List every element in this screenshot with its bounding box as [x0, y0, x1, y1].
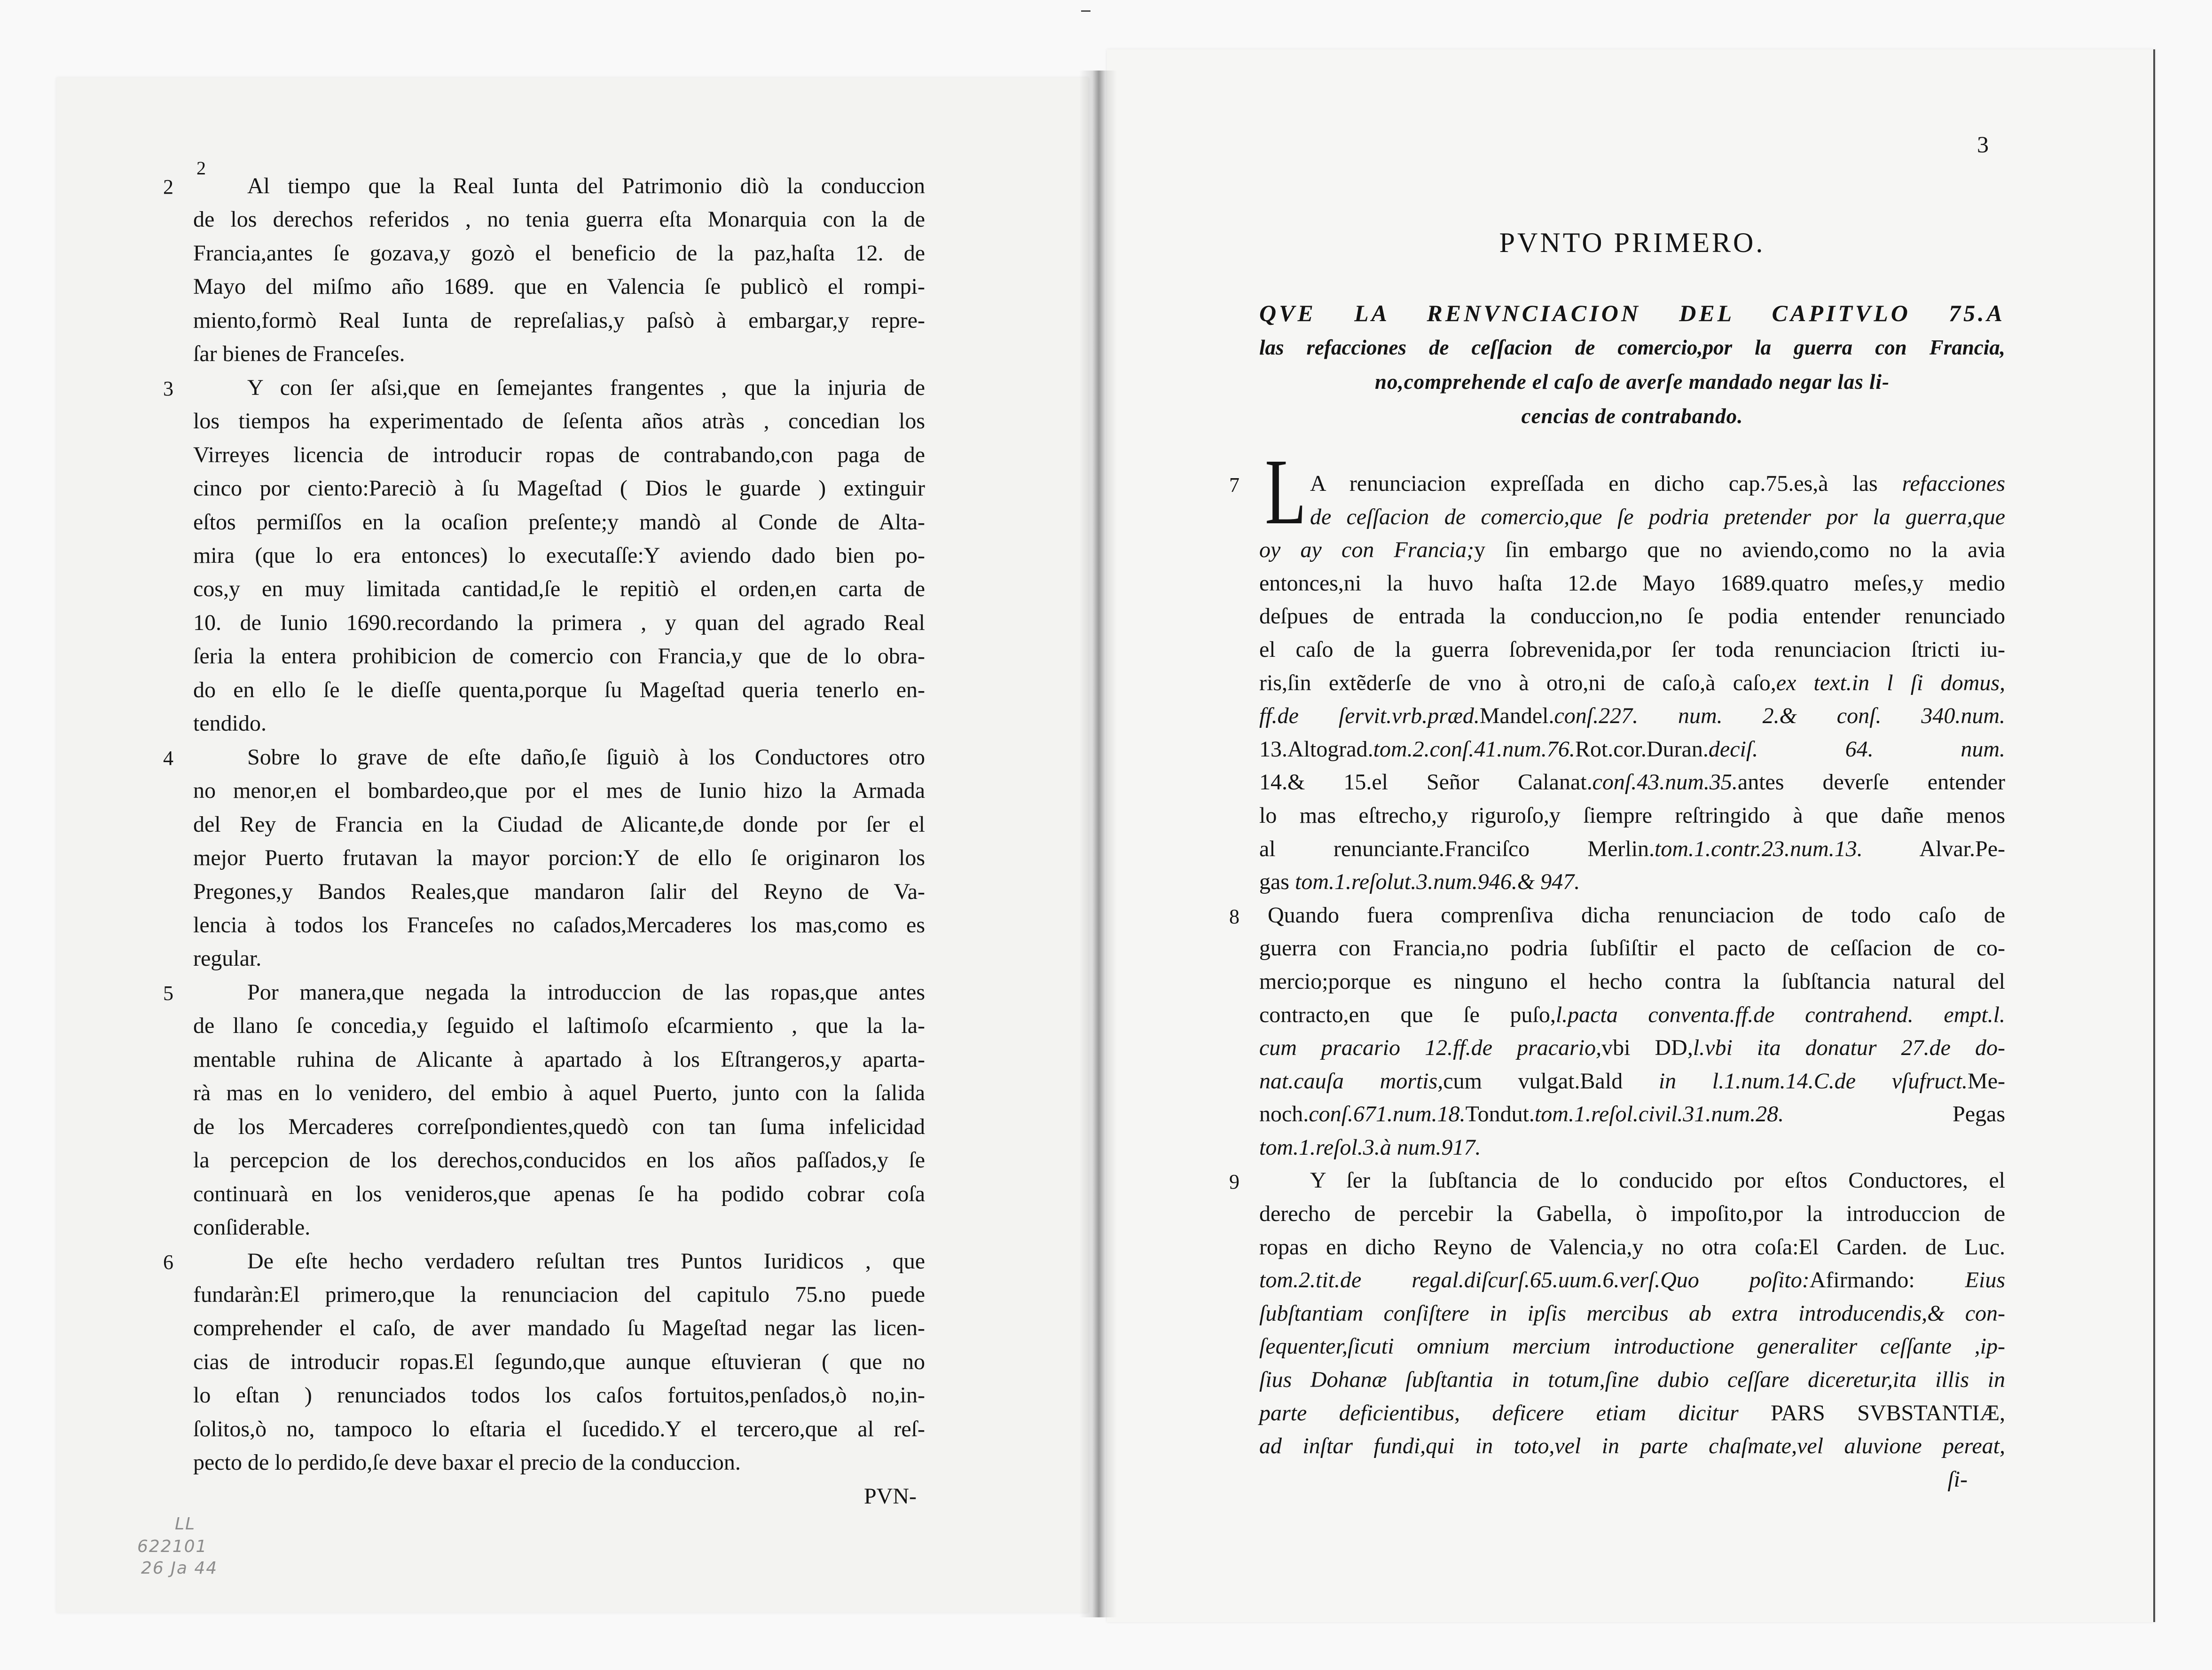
- margin-number: 4: [163, 746, 173, 770]
- text-line: deſpues de entrada la conduccion,no ſe podia entender renunciado: [1259, 604, 2005, 629]
- italic-citation: oy ay con Francia;: [1259, 537, 1475, 563]
- text-line: [1259, 1264, 2005, 1297]
- margin-number: 9: [1229, 1170, 1239, 1194]
- text-line: de los derechos referidos , no tenia guerra eſta Monarquia con la de: [193, 207, 925, 232]
- paragraph-6: [163, 1245, 925, 1480]
- text-line: Quando fuera comprenſiva dicha renunciacion de todo caſo de: [1268, 902, 2005, 928]
- italic-citation: nat.cauſa mortis,: [1259, 1068, 1443, 1094]
- text-segment: Alvar.Pe-: [1862, 836, 2006, 861]
- italic-citation: parte deficientibus, deficere etiam dicitur: [1259, 1400, 1771, 1426]
- text-line: [1259, 1397, 2005, 1430]
- text-segment: Pegas: [1784, 1102, 2005, 1127]
- italic-citation: ex text.in l ſi domus,: [1776, 670, 2005, 695]
- text-line: cias de introducir ropas.El ſegundo,que aunque eſtuvieran ( que no: [193, 1349, 925, 1374]
- book-gutter: [1079, 71, 1117, 1617]
- library-mark-line: LL: [175, 1514, 196, 1534]
- right-page-number: 3: [1977, 131, 1989, 158]
- italic-citation: l.pacta conventa.ff.de contrahend. empt.l.: [1555, 1002, 2005, 1027]
- text-segment: 13.Altograd.: [1259, 736, 1373, 762]
- text-line: [1259, 1330, 2005, 1363]
- text-segment: Afirmando:: [1809, 1268, 1965, 1293]
- text-line: tendido.: [193, 711, 267, 736]
- text-line: [1259, 700, 2005, 733]
- text-segment: contracto,en que ſe puſo,: [1259, 1002, 1556, 1027]
- text-segment: 14.& 15.el Señor Calanat.: [1259, 770, 1592, 795]
- text-line: ſolitos,ò no, tampoco lo eſtaria el ſucedido.Y el tercero,que al reſ-: [193, 1416, 925, 1442]
- text-line: Al tiempo que la Real Iunta del Patrimonio diò la conduccion: [247, 173, 925, 198]
- italic-citation: ſequenter,ſicuti omnium mercium introductione generaliter ceſſante ,ip-: [1259, 1334, 2005, 1359]
- paragraph-2: [163, 169, 925, 371]
- text-line: [1259, 866, 2005, 899]
- text-line: derecho de percebir la Gabella, ò impoſito,por la introduccion de: [1259, 1201, 2005, 1227]
- italic-citation: Eius: [1965, 1268, 2005, 1293]
- text-segment: Rot.cor.Duran.: [1575, 736, 1709, 762]
- margin-number: 6: [163, 1250, 173, 1274]
- italic-citation: conſ.227. num. 2.& conſ. 340.num.: [1554, 703, 2006, 729]
- text-line: Pregones,y Bandos Reales,que mandaron ſalir del Reyno de Va-: [193, 879, 925, 904]
- margin-number: 8: [1229, 905, 1239, 928]
- text-line: [1259, 1430, 2005, 1463]
- italic-citation: tom.2.conſ.41.num.76.: [1373, 736, 1575, 762]
- text-line: rà mas en lo venidero, del embio à aquel Puerto, junto con la ſalida: [193, 1080, 925, 1106]
- text-segment: Tondut.: [1465, 1102, 1535, 1127]
- text-line: guerra con Francia,no podria ſubſiſtir el pacto de ceſſacion de co-: [1259, 936, 2005, 961]
- text-line: [1259, 1363, 2005, 1397]
- paragraph-lines: [1259, 899, 2005, 1165]
- subheading-line: QVE LA RENVNCIACION DEL CAPITVLO 75.A: [1259, 300, 2005, 326]
- text-segment: noch.: [1259, 1102, 1309, 1127]
- subheading-line: las refacciones de ceſſacion de comercio,por la guerra con Francia,: [1259, 336, 2005, 359]
- paragraph-lines: [193, 976, 925, 1245]
- italic-citation: conſ.43.num.35.: [1592, 770, 1738, 795]
- drop-cap-initial: L: [1265, 440, 1306, 544]
- text-line: [1259, 833, 2005, 866]
- right-catchword: ſi-: [1947, 1466, 1968, 1492]
- paragraph-lines: [193, 169, 925, 371]
- paragraph-lines: [1259, 1164, 2005, 1463]
- margin-number: 5: [163, 981, 173, 1005]
- text-segment: vbi DD,: [1601, 1035, 1693, 1061]
- text-segment: al renunciante.Franciſco Merlin.: [1259, 836, 1655, 861]
- scan-top-mark: [1081, 10, 1090, 12]
- text-line: la percepcion de los derechos,conducidos en los años paſſados,y ſe: [193, 1148, 925, 1173]
- text-segment: Mandel.: [1479, 703, 1554, 729]
- text-line: [1259, 1131, 2005, 1165]
- italic-citation: tom.1.reſol.3.à num.917.: [1259, 1134, 1481, 1160]
- italic-citation: l.vbi ita donatur 27.de do-: [1693, 1035, 2005, 1061]
- text-line: mejor Puerto frutavan la mayor porcion:Y de ello ſe originaron los: [193, 845, 925, 871]
- italic-citation: tom.1.reſol.civil.31.num.28.: [1534, 1102, 1784, 1127]
- text-line: de los Mercaderes correſpondientes,quedò con tan ſuma infelicidad: [193, 1114, 925, 1139]
- italic-citation: ſubſtantiam conſiſtere in ipſis mercibus ab extra introducendis,& con-: [1259, 1300, 2005, 1326]
- text-line: los tiempos ha experimentado de ſeſenta años atràs , concedian los: [193, 409, 925, 434]
- text-line: pecto de lo perdido,ſe deve baxar el precio de la conduccion.: [193, 1450, 741, 1475]
- text-line: Sobre lo grave de eſte daño,ſe ſiguiò à los Conductores otro: [247, 744, 925, 770]
- library-mark-line: 622101: [137, 1537, 208, 1556]
- text-line: eſtos permiſſos en la ocaſion preſente;y mandò al Conde de Alta-: [193, 509, 925, 535]
- paragraph-8: [1229, 899, 2005, 1165]
- text-segment: Me-: [1968, 1068, 2005, 1094]
- text-line: Francia,antes ſe gozava,y gozò el beneficio de la paz,haſta 12. de: [193, 240, 925, 266]
- paragraph-9: [1229, 1164, 2005, 1463]
- text-line: cinco por ciento:Pareciò à ſu Mageſtad ( Dios le guarde ) extinguir: [193, 476, 925, 501]
- text-line: lo mas eſtrecho,y riguroſo,y ſiempre reſtringido à que dañe menos: [1259, 803, 2005, 828]
- right-page-text: [1229, 440, 2006, 1496]
- text-segment: A renunciacion expreſſada en dicho cap.75.es,à las: [1310, 471, 1902, 496]
- text-line: Por manera,que negada la introduccion de las ropas,que antes: [247, 979, 925, 1005]
- paragraph-4: [163, 740, 925, 976]
- paragraph-lines: [193, 1245, 925, 1480]
- text-line: ſar bienes de Franceſes.: [193, 341, 405, 367]
- text-segment: ris,ſin extẽderſe de vno à otro,ni de caſo,à caſo,: [1259, 670, 1776, 695]
- text-line: cos,y en muy limitada cantidad,ſe le repitiò el orden,en carta de: [193, 576, 925, 602]
- text-line: [1259, 999, 2005, 1032]
- left-page-text: [163, 169, 925, 1513]
- italic-citation: ad inſtar fundi,qui in toto,vel in parte chaſmate,vel aluvione pereat,: [1259, 1434, 2005, 1459]
- text-line: [1259, 766, 2005, 799]
- italic-citation: de ceſſacion de comercio,que ſe podria pretender por la guerra,que: [1310, 504, 2005, 529]
- text-line: [1259, 467, 2005, 501]
- paragraph-5: [163, 976, 925, 1245]
- text-line: no menor,en el bombardeo,que por el mes de Iunio hizo la Armada: [193, 778, 925, 803]
- text-line: [1259, 1297, 2005, 1331]
- text-line: ſeria la entera prohibicion de comercio con Francia,y que de lo obra-: [193, 644, 925, 669]
- text-line: mercio;porque es ninguno el hecho contra la ſubſtancia natural del: [1259, 969, 2005, 994]
- italic-citation: refacciones: [1902, 471, 2005, 496]
- left-page-number: 2: [196, 158, 206, 179]
- text-line: el caſo de la guerra ſobrevenida,por ſer toda renunciacion ſtricti iu-: [1259, 637, 2005, 662]
- italic-citation: tom.1.contr.23.num.13.: [1655, 836, 1863, 861]
- text-line: regular.: [193, 946, 262, 971]
- text-line: mentable ruhina de Alicante à apartado à los Eſtrangeros,y aparta-: [193, 1047, 925, 1072]
- margin-number: 2: [163, 175, 173, 198]
- right-paragraphs: [1229, 440, 2006, 1463]
- text-segment: antes deverſe entender: [1737, 770, 2006, 795]
- text-line: do en ello ſe le dieſſe quenta,porque ſu Mageſtad queria tenerlo en-: [193, 677, 925, 702]
- text-line: [1259, 1098, 2005, 1131]
- text-line: entonces,ni la huvo haſta 12.de Mayo 1689.quatro meſes,y medio: [1259, 570, 2005, 596]
- text-line: miento,formò Real Iunta de repreſalias,y paſsò à embargar,y repre-: [193, 307, 925, 333]
- text-line: De eſte hecho verdadero reſultan tres Puntos Iuridicos , que: [247, 1248, 925, 1274]
- section-subheading: [1259, 296, 2005, 433]
- paragraph-lines: [1259, 467, 2005, 899]
- text-line: [1259, 667, 2005, 700]
- paragraph-lines: [193, 371, 925, 740]
- text-line: continuarà en los venideros,que apenas ſe ha podido cobrar coſa: [193, 1181, 925, 1206]
- text-line: fundaràn:El primero,que la renunciacion del capitulo 75.no puede: [193, 1282, 925, 1307]
- text-line: 10. de Iunio 1690.recordando la primera , y quan del agrado Real: [193, 610, 925, 635]
- italic-citation: tom.1.reſolut.3.num.946.& 947.: [1294, 869, 1580, 895]
- italic-citation: deciſ. 64. num.: [1708, 736, 2005, 762]
- text-line: Virreyes licencia de introducir ropas de contrabando,con paga de: [193, 442, 925, 467]
- text-line: comprehender el caſo, de aver mandado ſu Mageſtad negar las licen-: [193, 1316, 925, 1341]
- italic-citation: ſius Dohanæ ſubſtantia in totum,ſine dubio ceſſare diceretur,ita illis in: [1259, 1367, 2005, 1393]
- left-paragraphs: [163, 169, 925, 1480]
- italic-citation: in l.1.num.14.C.de vſufruct.: [1658, 1068, 1968, 1094]
- text-line: del Rey de Francia en la Ciudad de Alicante,de donde por ſer el: [193, 811, 925, 837]
- text-line: conſiderable.: [193, 1215, 311, 1240]
- text-line: lencia à todos los Franceſes no caſados,Mercaderes los mas,como es: [193, 912, 925, 937]
- text-line: [1259, 733, 2005, 766]
- margin-number: 7: [1229, 473, 1239, 496]
- text-line: Y con ſer aſsi,que en ſemejantes frangentes , que la injuria de: [247, 375, 925, 400]
- italic-citation: conſ.671.num.18.: [1309, 1102, 1466, 1127]
- subheading-line: cencias de contrabando.: [1521, 404, 1743, 428]
- text-segment: gas: [1259, 869, 1295, 895]
- text-line: Mayo del miſmo año 1689. que en Valencia ſe publicò el rompi-: [193, 274, 925, 299]
- left-catchword: PVN-: [863, 1483, 917, 1509]
- paragraph-7: [1229, 440, 2006, 899]
- library-mark-line: 26 Ja 44: [141, 1559, 218, 1578]
- text-line: [1259, 534, 2005, 567]
- text-segment: y ſin embargo que no aviendo,como no la avia: [1474, 537, 2005, 563]
- italic-citation: cum pracario 12.ff.de pracario,: [1259, 1035, 1602, 1061]
- text-line: [1259, 501, 2005, 534]
- text-line: mira (que lo era entonces) lo executaſſe:Y aviendo dado bien po-: [193, 543, 925, 568]
- text-segment: cum vulgat.Bald: [1443, 1068, 1659, 1094]
- paragraph-3: [163, 371, 925, 740]
- text-line: ropas en dicho Reyno de Valencia,y no otra coſa:El Carden. de Luc.: [1259, 1234, 2005, 1260]
- paragraph-lines: [193, 740, 925, 976]
- text-segment: PARS SVBSTANTIÆ,: [1771, 1400, 2005, 1426]
- text-line: [1259, 1065, 2005, 1098]
- section-heading: PVNTO PRIMERO.: [1499, 227, 1765, 258]
- text-line: Y ſer la ſubſtancia de lo conducido por eſtos Conductores, el: [1310, 1168, 2005, 1193]
- subheading-line: no,comprehende el caſo de averſe mandado negar las li-: [1374, 370, 1890, 394]
- margin-number: 3: [163, 377, 173, 400]
- italic-citation: tom.2.tit.de regal.diſcurſ.65.uum.6.verſ.Quo poſito:: [1259, 1268, 1810, 1293]
- italic-citation: ff.de ſervit.vrb.præd.: [1259, 703, 1480, 729]
- text-line: lo eſtan ) renunciados todos los caſos fortuitos,penſados,ò no,in-: [193, 1383, 925, 1408]
- text-line: [1259, 1032, 2005, 1065]
- text-line: de llano ſe concedia,y ſeguido el laſtimoſo eſcarmiento , que la la-: [193, 1013, 925, 1039]
